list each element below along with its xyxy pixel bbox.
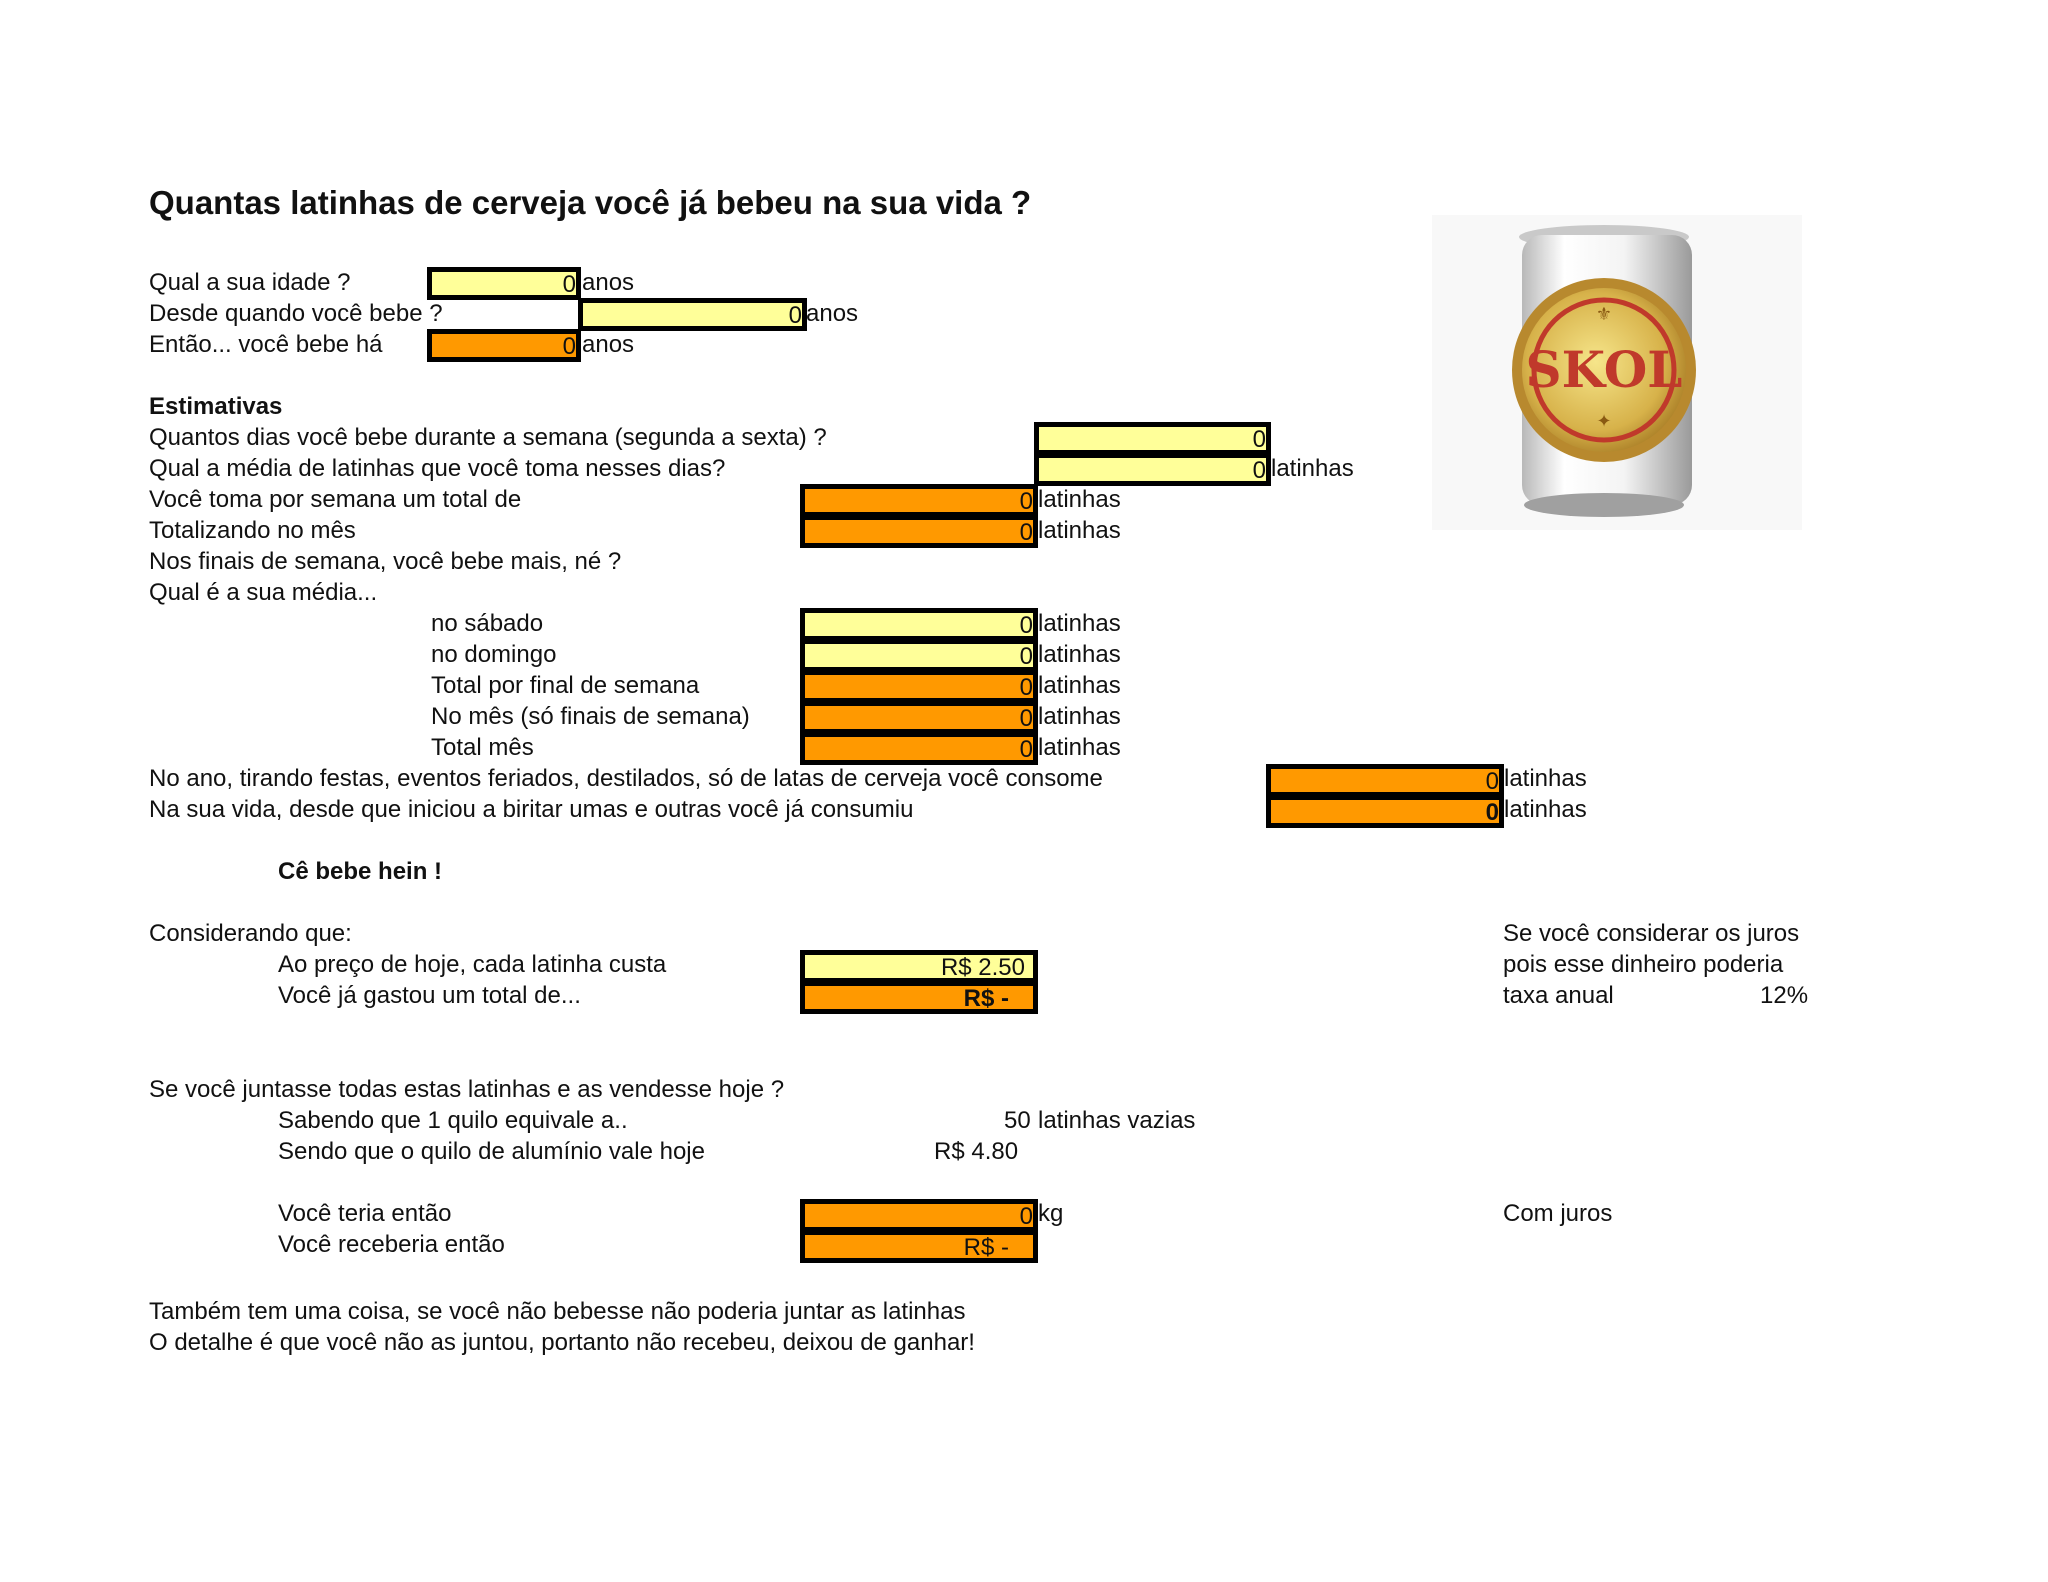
sunday-input[interactable]: 0 <box>800 639 1038 672</box>
month-total-output: 0 <box>800 732 1038 765</box>
since-input[interactable]: 0 <box>578 298 807 331</box>
weekend-row-label: No mês (só finais de semana) <box>431 703 750 730</box>
footer-line1: Também tem uma coisa, se você não bebesse não poderia juntar as latinhas <box>149 1298 966 1325</box>
years-unit: anos <box>582 331 635 358</box>
weekend-row-unit: latinhas <box>1038 641 1121 668</box>
avg-question: Qual a média de latinhas que você toma nesses dias? <box>149 455 726 482</box>
weekend-row-unit: latinhas <box>1038 610 1121 637</box>
price-input[interactable]: R$ 2.50 <box>800 950 1038 983</box>
sell-question: Se você juntasse todas estas latinhas e as vendesse hoje ? <box>149 1076 785 1103</box>
life-output: 0 <box>1266 795 1504 828</box>
kilo-question: Sabendo que 1 quilo equivale a.. <box>278 1107 628 1134</box>
weekend-row-unit: latinhas <box>1038 703 1121 730</box>
weekend-total-output: 0 <box>800 670 1038 703</box>
aluminum-price-question: Sendo que o quilo de alumínio vale hoje <box>278 1138 705 1165</box>
weekend-month-output: 0 <box>800 701 1038 734</box>
age-input[interactable]: 0 <box>427 267 581 300</box>
days-question: Quantos dias você bebe durante a semana (segunda a sexta) ? <box>149 424 827 451</box>
spent-output: R$ - <box>800 981 1038 1014</box>
weekend-row-label: no domingo <box>431 641 557 668</box>
weekend-row-label: no sábado <box>431 610 544 637</box>
year-unit: latinhas <box>1504 765 1587 792</box>
week-unit: latinhas <box>1038 486 1121 513</box>
year-output: 0 <box>1266 764 1504 797</box>
spent-question: Você já gastou um total de... <box>278 982 581 1009</box>
weekend-question: Nos finais de semana, você bebe mais, né ? <box>149 548 622 575</box>
brand-label: SKOL <box>1525 340 1683 399</box>
weekend-row-unit: latinhas <box>1038 672 1121 699</box>
years-question: Então... você bebe há <box>149 331 383 358</box>
aluminum-price-value: R$ 4.80 <box>934 1138 1019 1165</box>
exclaim-text: Cê bebe hein ! <box>278 858 443 885</box>
life-question: Na sua vida, desde que iniciou a biritar umas e outras você já consumiu <box>149 796 914 823</box>
month-output: 0 <box>800 515 1038 548</box>
week-output: 0 <box>800 484 1038 517</box>
weekend-row-label: Total por final de semana <box>431 672 700 699</box>
rate-value: 12% <box>1760 982 1809 1009</box>
kg-output: 0 <box>800 1199 1038 1232</box>
kilo-unit: latinhas vazias <box>1038 1107 1196 1134</box>
beer-can-icon <box>1432 215 1802 530</box>
interest-line2: pois esse dinheiro poderia <box>1503 951 1784 978</box>
life-unit: latinhas <box>1504 796 1587 823</box>
avg-input[interactable]: 0 <box>1034 453 1271 486</box>
since-question: Desde quando você bebe ? <box>149 300 443 327</box>
since-unit: anos <box>806 300 859 327</box>
month-unit: latinhas <box>1038 517 1121 544</box>
weekend-row-unit: latinhas <box>1038 734 1121 761</box>
week-question: Você toma por semana um total de <box>149 486 522 513</box>
age-unit: anos <box>582 269 635 296</box>
kilo-value: 50 <box>1004 1107 1031 1134</box>
weekend-row-label: Total mês <box>431 734 534 761</box>
interest-line1: Se você considerar os juros <box>1503 920 1800 947</box>
receive-output: R$ - <box>800 1230 1038 1263</box>
kg-question: Você teria então <box>278 1200 452 1227</box>
considering-label: Considerando que: <box>149 920 352 947</box>
days-input[interactable]: 0 <box>1034 422 1271 455</box>
rate-label: taxa anual <box>1503 982 1614 1009</box>
svg-text:⚜: ⚜ <box>1595 304 1613 325</box>
avg-unit: latinhas <box>1271 455 1354 482</box>
years-output: 0 <box>427 329 581 362</box>
saturday-input[interactable]: 0 <box>800 608 1038 641</box>
month-question: Totalizando no mês <box>149 517 356 544</box>
with-interest-label: Com juros <box>1503 1200 1613 1227</box>
estimates-heading: Estimativas <box>149 393 283 420</box>
price-question: Ao preço de hoje, cada latinha custa <box>278 951 667 978</box>
svg-text:✦: ✦ <box>1596 411 1612 432</box>
age-question: Qual a sua idade ? <box>149 269 351 296</box>
page-title: Quantas latinhas de cerveja você já bebeu na sua vida ? <box>149 184 1032 221</box>
footer-line2: O detalhe é que você não as juntou, portanto não recebeu, deixou de ganhar! <box>149 1329 975 1356</box>
year-question: No ano, tirando festas, eventos feriados, destilados, só de latas de cerveja você consome <box>149 765 1103 792</box>
receive-question: Você receberia então <box>278 1231 505 1258</box>
kg-unit: kg <box>1038 1200 1064 1227</box>
media-question: Qual é a sua média... <box>149 579 378 606</box>
